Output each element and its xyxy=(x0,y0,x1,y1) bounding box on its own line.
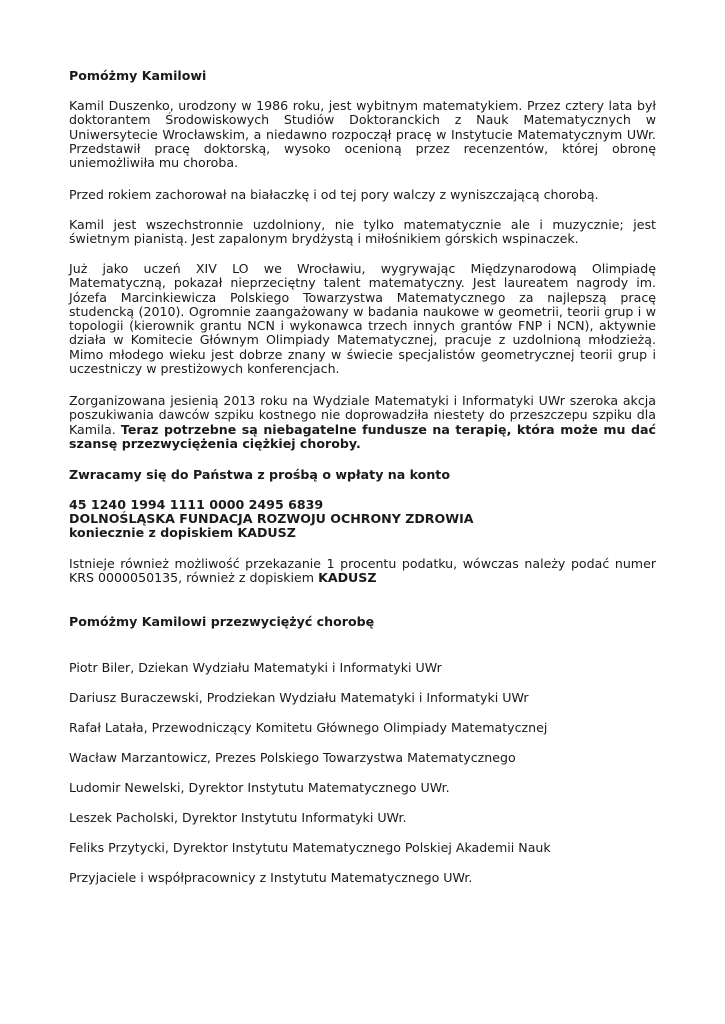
transfer-note: koniecznie z dopiskiem KADUSZ xyxy=(69,525,296,540)
signatory-item: Dariusz Buraczewski, Prodziekan Wydziału Matematyki i Informatyki UWr xyxy=(69,690,529,705)
signatory-item: Rafał Latała, Przewodniczący Komitetu Głównego Olimpiady Matematycznej xyxy=(69,720,548,735)
signatory-item: Przyjaciele i współpracownicy z Instytutu Matematycznego UWr. xyxy=(69,870,473,885)
achievements-paragraph: Już jako uczeń XIV LO we Wrocławiu, wygrywając Międzynarodową Olimpiadę Matematyczną, pokazał nieprzeciętny talent matematyczny. Jest laureatem nagrody im. Józefa Marcinkiewicza Polskiego Towarzystwa Matematycznego za najlepszą pracę studencką (2010). Ogromnie zaangażowany w badania naukowe w geometrii, teorii grup i w topologii (kierownik grantu NCN i wykonawca trzech innych grantów FNP i NCN), aktywnie działa w Komitecie Głównym Olimpiady Matematycznej, pracuje z uzdolnioną młodzieżą. Mimo młodego wieku jest dobrze znany w świecie specjalistów geometrycznej teorii grup i uczestniczy w prestiżowych konferencjach. xyxy=(69,261,656,377)
signatory-item: Ludomir Newelski, Dyrektor Instytutu Matematycznego UWr. xyxy=(69,780,450,795)
campaign-paragraph xyxy=(69,394,656,451)
foundation-name: DOLNOŚLĄSKA FUNDACJA ROZWOJU OCHRONY ZDROWIA xyxy=(69,511,474,526)
campaign-bold-text: Teraz potrzebne są niebagatelne fundusze na terapię, która może mu dać szansę przezwyciężenia ciężkiej choroby. xyxy=(69,421,656,451)
tax-text: Istnieje również możliwość przekazanie 1 procentu podatku, wówczas należy podać numer KRS 0000050135, również z dopiskiem xyxy=(69,556,656,586)
closing-heading: Pomóżmy Kamilowi przezwyciężyć chorobę xyxy=(69,614,375,629)
signatory-item: Wacław Marzantowicz, Prezes Polskiego Towarzystwa Matematycznego xyxy=(69,750,516,765)
account-number: 45 1240 1994 1111 0000 2495 6839 xyxy=(69,497,324,512)
campaign-text: Zorganizowana jesienią 2013 roku na Wydziale Matematyki i Informatyki UWr szeroka akcja poszukiwania dawców szpiku kostnego nie doprowadziła niestety do przeszczepu szpiku dla Kamila. xyxy=(69,393,656,437)
tax-paragraph xyxy=(69,557,656,586)
signatory-item: Leszek Pacholski, Dyrektor Instytutu Informatyki UWr. xyxy=(69,810,407,825)
talents-paragraph: Kamil jest wszechstronnie uzdolniony, nie tylko matematycznie ale i muzycznie; jest świetnym pianistą. Jest zapalonym brydżystą i miłośnikiem górskich wspinaczek. xyxy=(69,217,656,247)
tax-bold-code: KADUSZ xyxy=(318,570,377,586)
intro-paragraph: Kamil Duszenko, urodzony w 1986 roku, jest wybitnym matematykiem. Przez cztery lata był doktorantem Środowiskowych Studiów Doktoranckich z Nauk Matematycznych w Uniwersytecie Wrocławskim, a niedawno rozpoczął pracę w Instytucie Matematycznym UWr. Przedstawił pracę doktorską, wysoko ocenioną przez recenzentów, której obronę uniemożliwiła mu choroba. xyxy=(69,98,656,171)
illness-paragraph: Przed rokiem zachorował na białaczkę i od tej pory walczy z wyniszczającą chorobą. xyxy=(69,187,599,202)
appeal-heading: Zwracamy się do Państwa z prośbą o wpłaty na konto xyxy=(69,467,450,482)
page-title: Pomóżmy Kamilowi xyxy=(69,68,207,83)
signatory-item: Feliks Przytycki, Dyrektor Instytutu Matematycznego Polskiej Akademii Nauk xyxy=(69,840,551,855)
signatory-item: Piotr Biler, Dziekan Wydziału Matematyki i Informatyki UWr xyxy=(69,660,442,675)
